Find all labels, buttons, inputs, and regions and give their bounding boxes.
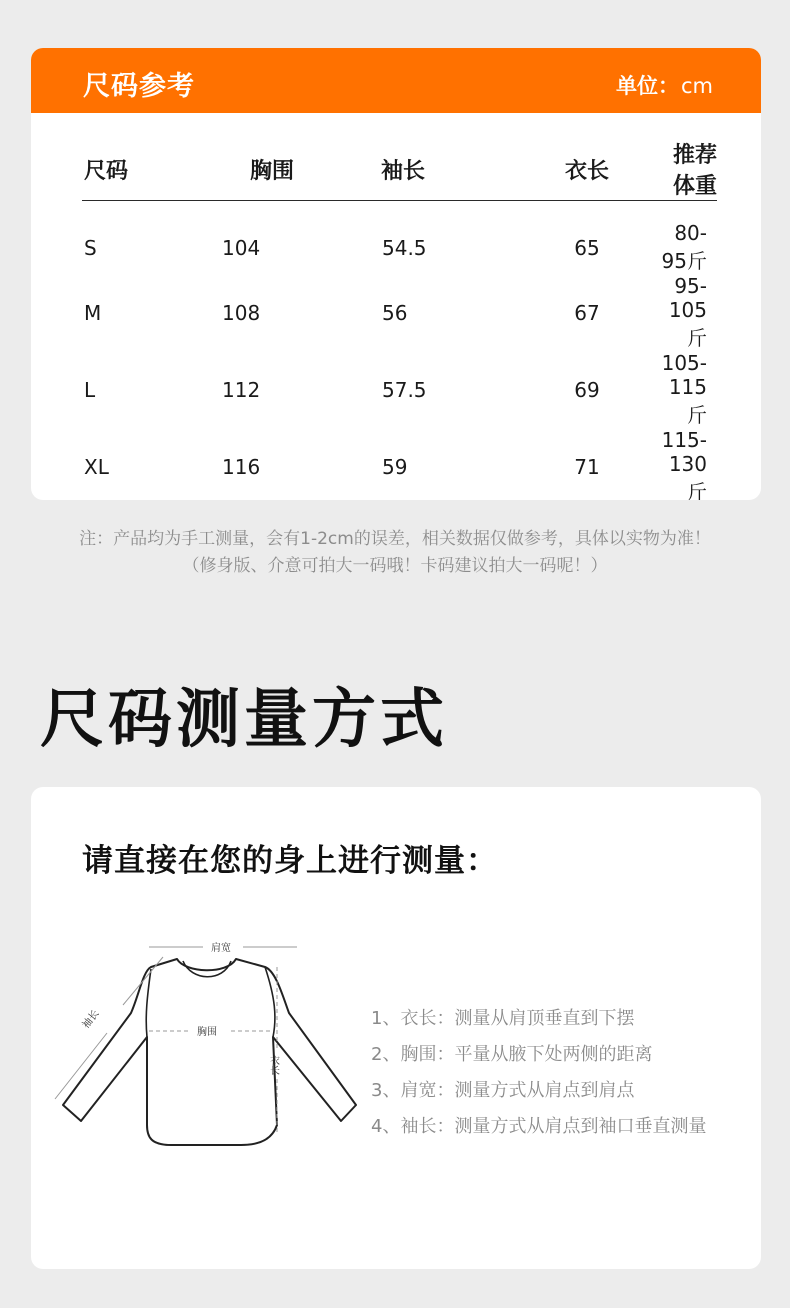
cell-size: S xyxy=(84,235,97,260)
step-chest: 2、胸围：平量从腋下处两侧的距离 xyxy=(371,1044,653,1065)
table-row xyxy=(82,351,717,428)
cell-weight: 80-95斤 xyxy=(661,221,707,273)
cell-sleeve: 54.5 xyxy=(382,235,427,260)
label-shoulder: 肩宽 xyxy=(211,943,231,954)
unit-label xyxy=(616,70,713,100)
table-row xyxy=(82,428,717,500)
shirt-diagram xyxy=(51,937,371,1157)
cell-length: 69 xyxy=(574,377,600,402)
shirt-body xyxy=(63,959,356,1145)
step-sleeve: 4、袖长：测量方式从肩点到袖口垂直测量 xyxy=(371,1116,707,1137)
column-header-sleeve xyxy=(350,138,522,201)
sleeve-guide-bottom xyxy=(55,1033,107,1099)
cell-length: 71 xyxy=(574,454,600,479)
step-shoulder: 3、肩宽：测量方式从肩点到肩点 xyxy=(371,1080,635,1101)
right-sleeve-seam xyxy=(265,967,275,1037)
size-chart-card xyxy=(31,48,761,500)
note-line-1: 注：产品均为手工测量，会有1-2cm的误差，相关数据仅做参考，具体以实物为准！ xyxy=(79,529,711,549)
shirt-collar xyxy=(183,961,231,977)
measure-heading: 请直接在您的身上进行测量： xyxy=(82,843,498,879)
cell-chest: 108 xyxy=(222,300,261,325)
column-header-chest: 胸围 xyxy=(194,138,350,201)
cell-chest: 116 xyxy=(222,454,261,479)
size-table-header-row xyxy=(82,138,717,201)
measure-guides xyxy=(55,947,297,1133)
column-header-size: 尺码 xyxy=(82,138,194,201)
cell-length: 67 xyxy=(574,300,600,325)
table-row xyxy=(82,274,717,351)
unit-label-text: 单位： xyxy=(615,74,679,98)
cell-chest: 112 xyxy=(222,377,261,402)
size-chart-header xyxy=(31,48,761,113)
left-sleeve-seam xyxy=(146,969,151,1037)
step-length: 1、衣长：测量从肩顶垂直到下摆 xyxy=(371,1008,635,1029)
unit-value: cm xyxy=(680,74,713,98)
section-title: 尺码测量方式 xyxy=(40,683,448,757)
size-table xyxy=(82,138,717,500)
cell-chest: 104 xyxy=(222,235,261,260)
size-chart-title: 尺码参考 xyxy=(83,71,195,102)
sleeve-guide-top xyxy=(123,957,163,1005)
column-header-sleeve-text: 袖长 xyxy=(381,158,426,184)
cell-length: 65 xyxy=(574,235,600,260)
shirt-outline xyxy=(63,959,356,1145)
cell-size: XL xyxy=(84,454,109,479)
column-header-length: 衣长 xyxy=(522,138,652,201)
column-header-weight: 推荐体重 xyxy=(652,138,717,201)
cell-sleeve: 56 xyxy=(382,300,408,325)
table-row xyxy=(82,201,717,275)
cell-weight: 95-105斤 xyxy=(668,274,707,350)
label-sleeve: 袖长 xyxy=(80,1008,102,1031)
label-length: 衣长 xyxy=(267,1055,279,1075)
cell-weight: 115-130斤 xyxy=(661,428,707,500)
measure-card xyxy=(31,787,761,1269)
note-line-2: （修身版、介意可拍大一码哦！卡码建议拍大一码呢！） xyxy=(182,556,608,576)
cell-size: L xyxy=(84,377,96,402)
cell-size: M xyxy=(84,300,102,325)
cell-sleeve: 57.5 xyxy=(382,377,427,402)
cell-weight: 105-115斤 xyxy=(661,351,707,427)
cell-sleeve: 59 xyxy=(382,454,408,479)
measure-steps xyxy=(371,1001,706,1145)
label-chest: 胸围 xyxy=(197,1027,217,1038)
